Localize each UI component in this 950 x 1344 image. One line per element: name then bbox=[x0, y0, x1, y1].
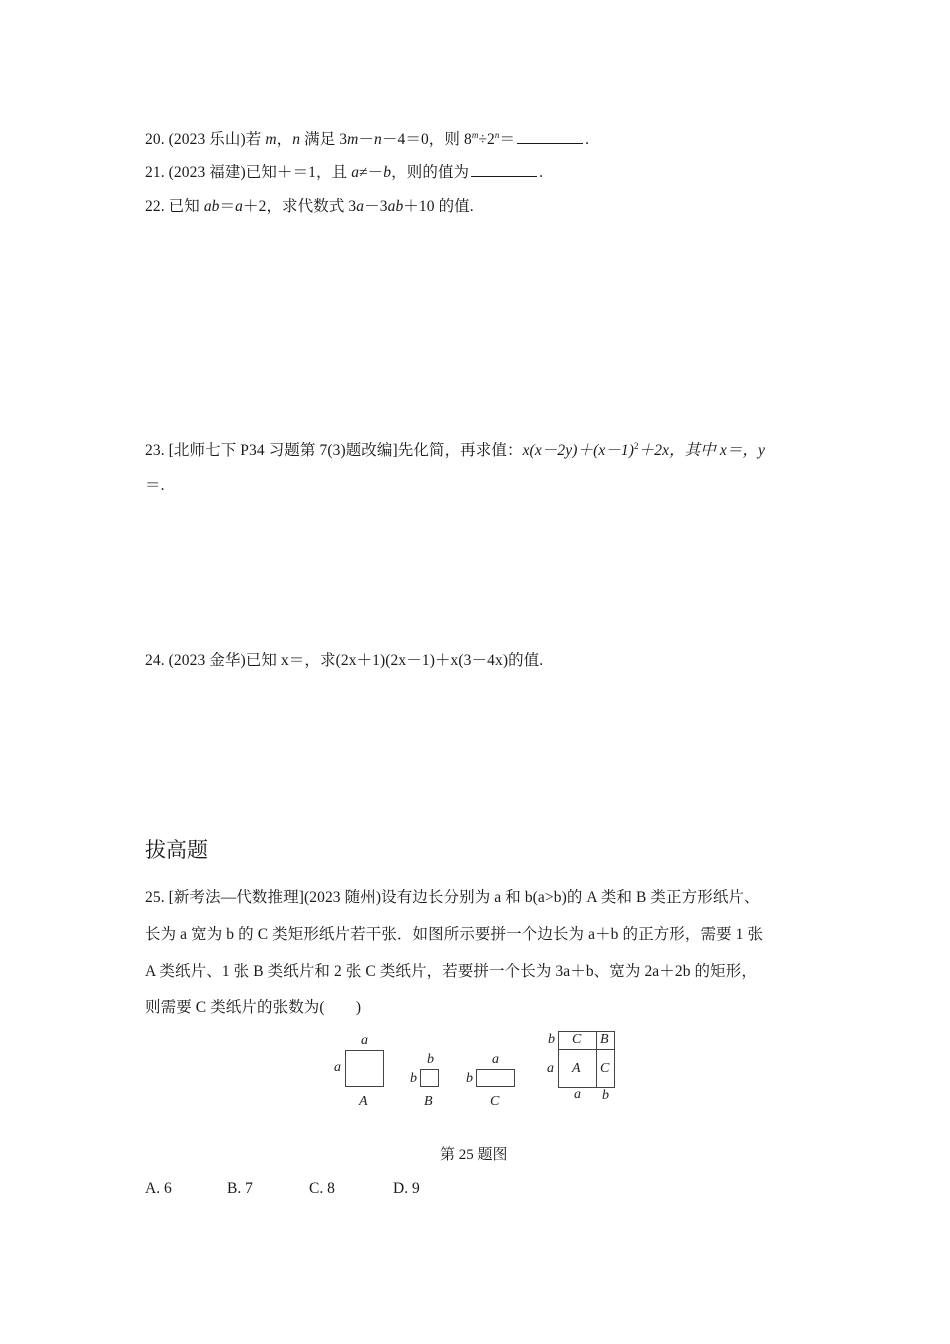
q21-number: 21. bbox=[145, 164, 165, 181]
q23-number: 23. bbox=[145, 442, 165, 459]
q23-source: [北师七下 P34 习题第 7(3)题改编] bbox=[168, 442, 398, 459]
question-21: 21. (2023 福建)已知＋＝1，且 a≠－b，则的值为 . bbox=[145, 164, 544, 181]
question-23-line2: ＝. bbox=[145, 477, 165, 494]
rectangle-c bbox=[476, 1069, 515, 1087]
question-25-line1: 25. [新考法—代数推理](2023 随州)设有边长分别为 a 和 b(a>b)的 A 类和 B 类正方形纸片、 bbox=[145, 889, 760, 906]
question-22: 22. 已知 ab＝a＋2，求代数式 3a－3ab＋10 的值. bbox=[145, 198, 474, 215]
q21-source: (2023 福建) bbox=[168, 164, 246, 181]
figure-caption: 第 25 题图 bbox=[440, 1147, 508, 1163]
q20-source: (2023 乐山) bbox=[168, 131, 246, 148]
answer-blank-20[interactable] bbox=[517, 130, 583, 144]
q24-source: (2023 金华) bbox=[168, 652, 246, 669]
q24-number: 24. bbox=[145, 652, 165, 669]
square-a bbox=[345, 1050, 384, 1087]
square-b bbox=[420, 1069, 439, 1087]
question-25-line3: A 类纸片、1 张 B 类纸片和 2 张 C 类纸片，若要拼一个长为 3a＋b、宽为 2a＋2b 的矩形， bbox=[145, 963, 757, 980]
divider-h bbox=[558, 1049, 615, 1050]
question-24: 24. (2023 金华)已知 x＝，求(2x＋1)(2x－1)＋x(3－4x)的值. bbox=[145, 652, 544, 669]
option-c[interactable]: C. 8 bbox=[309, 1180, 335, 1197]
divider-v bbox=[596, 1031, 597, 1088]
option-b[interactable]: B. 7 bbox=[227, 1180, 253, 1197]
question-20: 20. (2023 乐山)若 m，n 满足 3m－n－4＝0，则 $8^m\div 2^n=$ . bbox=[145, 130, 590, 148]
q25-source: (2023 随州) bbox=[304, 889, 382, 906]
q20-number: 20. bbox=[145, 131, 165, 148]
q25-number: 25. bbox=[145, 889, 165, 906]
section-heading: 拔高题 bbox=[145, 838, 208, 862]
question-23: 23. [北师七下 P34 习题第 7(3)题改编]先化简，再求值：$x(x-2y)+(x-1)^2+2x$，其中 x＝，y bbox=[145, 441, 766, 459]
answer-blank-21[interactable] bbox=[471, 163, 537, 177]
question-25-line4: 则需要 C 类纸片的张数为( ) bbox=[145, 999, 362, 1016]
option-a[interactable]: A. 6 bbox=[145, 1180, 172, 1197]
option-d[interactable]: D. 9 bbox=[393, 1180, 420, 1197]
q25-tag: [新考法—代数推理] bbox=[168, 889, 304, 906]
question-25-line2: 长为 a 宽为 b 的 C 类矩形纸片若干张．如图所示要拼一个边长为 a＋b 的正方形，需要 1 张 bbox=[145, 926, 764, 943]
